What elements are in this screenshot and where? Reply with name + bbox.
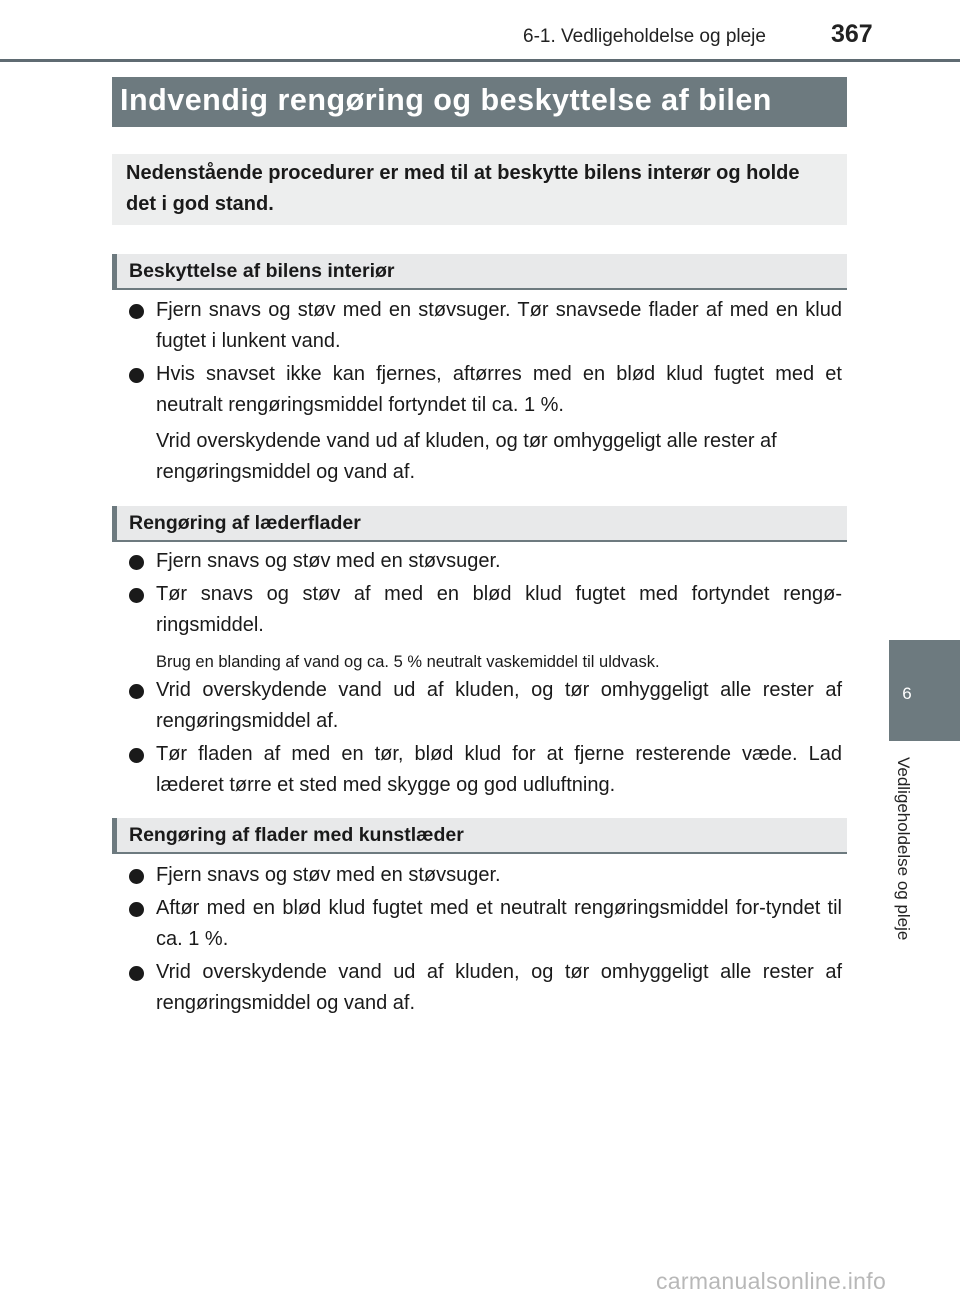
list-item <box>129 739 842 801</box>
bullet-icon <box>129 902 144 917</box>
list-item <box>129 546 842 577</box>
list-item-text: Tør snavs og støv af med en blød klud fugtet med fortyndet rengø-ringsmiddel. <box>156 583 842 636</box>
list-item <box>129 295 842 357</box>
chapter-side-label-text: Vedligeholdelse og pleje <box>894 757 913 941</box>
page-title: Indvendig rengøring og beskyttelse af bilen <box>120 83 772 117</box>
bullet-icon <box>129 869 144 884</box>
paragraph-wring-cloth: Vrid overskydende vand ud af kluden, og tør omhyggeligt alle rester af rengøringsmiddel og vand af. <box>156 430 777 483</box>
section-heading-label: Beskyttelse af bilens interiør <box>129 260 395 282</box>
list-item-text: Vrid overskydende vand ud af kluden, og tør omhyggeligt alle rester af rengøringsmiddel af. <box>156 679 842 732</box>
page-number: 367 <box>831 20 873 48</box>
list-item <box>129 957 842 1019</box>
list-item <box>129 579 842 641</box>
bullet-icon <box>129 748 144 763</box>
note-wool-detergent: Brug en blanding af vand og ca. 5 % neutralt vaskemiddel til uldvask. <box>156 653 660 671</box>
section-heading-interior-protection <box>112 254 847 290</box>
chapter-tab[interactable] <box>889 640 960 741</box>
list-item-text: Aftør med en blød klud fugtet med et neutralt rengøringsmiddel for-tyndet til ca. 1 %. <box>156 897 842 950</box>
list-item-text: Vrid overskydende vand ud af kluden, og tør omhyggeligt alle rester af rengøringsmiddel og vand af. <box>156 961 842 1014</box>
bullet-list-leather-continued <box>129 675 842 803</box>
bullet-icon <box>129 368 144 383</box>
section-heading-label: Rengøring af læderflader <box>129 512 361 534</box>
bullet-icon <box>129 966 144 981</box>
bullet-list-synthetic-leather <box>129 860 842 1021</box>
bullet-list-leather <box>129 546 842 643</box>
bullet-icon <box>129 304 144 319</box>
list-item-text: Fjern snavs og støv med en støvsuger. <box>156 550 501 572</box>
list-item <box>129 893 842 955</box>
list-item-text: Fjern snavs og støv med en støvsuger. <box>156 864 501 886</box>
chapter-side-label <box>893 757 919 972</box>
intro-box <box>112 154 847 225</box>
header-divider <box>0 59 960 62</box>
list-item <box>129 860 842 891</box>
page-title-bar <box>112 77 847 127</box>
list-item-text: Fjern snavs og støv med en støvsuger. Tør snavsede flader af med en klud fugtet i lunkent vand. <box>156 299 842 352</box>
list-item <box>129 359 842 421</box>
bullet-icon <box>129 588 144 603</box>
section-heading-synthetic-leather <box>112 818 847 854</box>
watermark: carmanualsonline.info <box>656 1268 887 1294</box>
bullet-list-interior <box>129 295 842 423</box>
bullet-icon <box>129 684 144 699</box>
list-item <box>129 675 842 737</box>
section-heading-label: Rengøring af flader med kunstlæder <box>129 824 464 846</box>
intro-text: Nedenstående procedurer er med til at beskytte bilens interør og holde det i god stand. <box>126 162 800 215</box>
list-item-text: Tør fladen af med en tør, blød klud for at fjerne resterende væde. Lad læderet tørre et sted med skygge og god udluftning. <box>156 743 842 796</box>
section-marker <box>112 254 117 288</box>
chapter-tab-number: 6 <box>902 684 912 703</box>
section-heading-leather <box>112 506 847 542</box>
list-item-text: Hvis snavset ikke kan fjernes, aftørres med en blød klud fugtet med et neutralt rengøringsmiddel fortyndet til ca. 1 %. <box>156 363 842 416</box>
section-marker <box>112 506 117 540</box>
section-marker <box>112 818 117 852</box>
bullet-icon <box>129 555 144 570</box>
chapter-section-title: 6-1. Vedligeholdelse og pleje <box>523 26 766 47</box>
